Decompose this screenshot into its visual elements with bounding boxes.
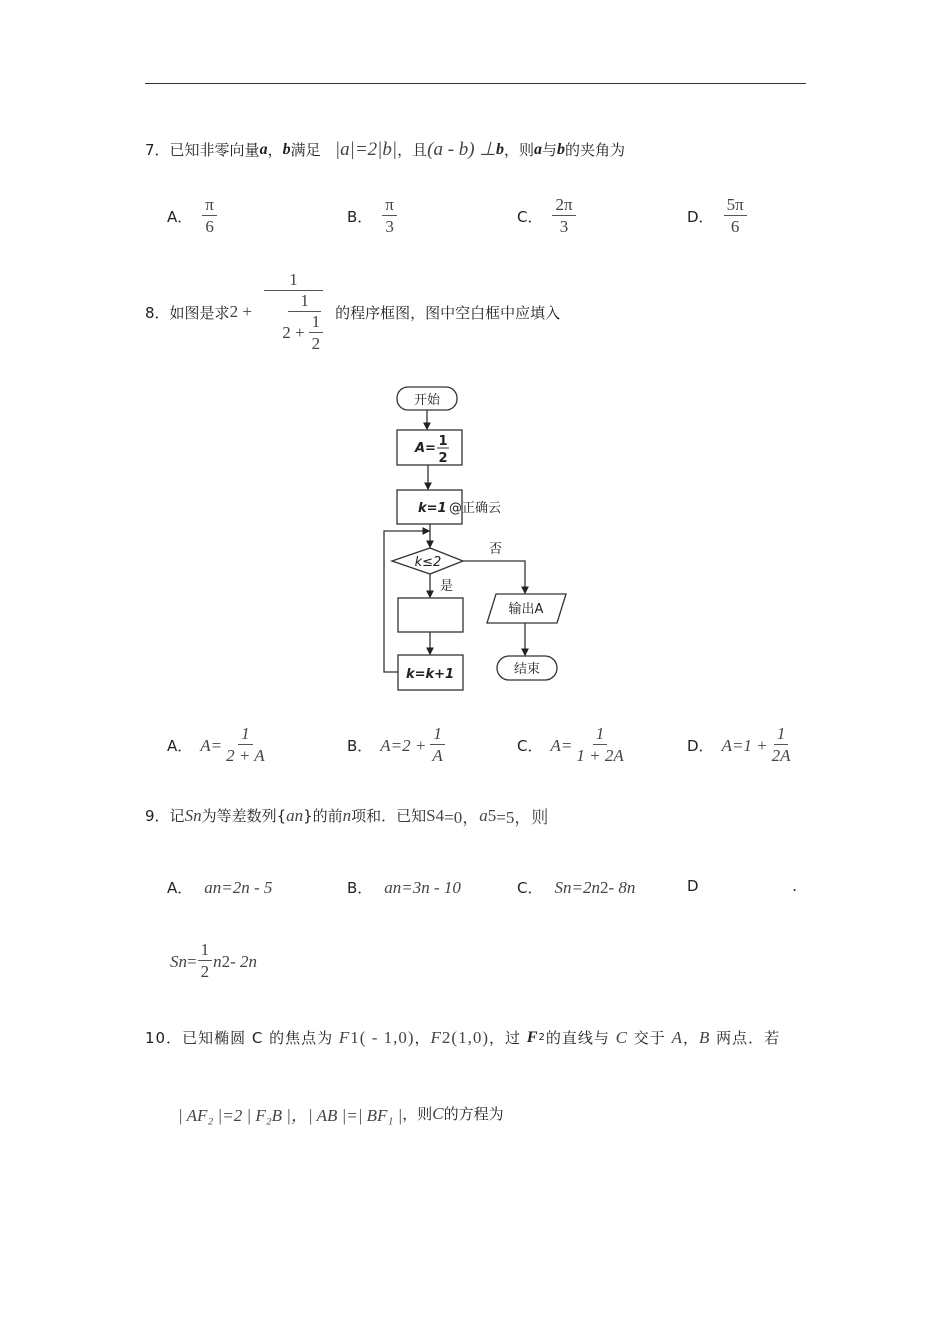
yes-label: 是 xyxy=(440,579,454,594)
option-label: A． xyxy=(167,737,193,755)
text: 已知非零向量 xyxy=(169,141,260,159)
fraction xyxy=(430,724,445,767)
numerator: 1 xyxy=(288,291,321,312)
option-label: C． xyxy=(517,208,543,226)
q-number: 8． xyxy=(145,303,170,322)
fraction xyxy=(772,724,791,767)
start-label: 开始 xyxy=(413,393,441,408)
option-label: D xyxy=(687,877,699,895)
text: . xyxy=(792,877,797,895)
var: a xyxy=(204,877,213,897)
var: F xyxy=(526,1028,539,1046)
subscript: n xyxy=(392,877,402,897)
numerator: π xyxy=(382,195,397,216)
subscript: n xyxy=(294,805,304,825)
text: 如图是求 xyxy=(169,303,230,322)
init-a-label: A= xyxy=(415,441,436,456)
subscript: n xyxy=(178,951,187,971)
fraction xyxy=(226,724,265,767)
math: (1,0) xyxy=(451,1027,489,1047)
math: |a|=2|b| xyxy=(334,138,398,160)
math: - 8n xyxy=(608,877,636,897)
math: =0， xyxy=(444,808,480,827)
numerator: 2π xyxy=(552,195,575,216)
q-number: 10． xyxy=(145,1029,183,1047)
q8-option-a[interactable] xyxy=(167,724,269,767)
text: 记 xyxy=(169,807,185,825)
math: (a - b) ⊥ xyxy=(427,139,496,160)
subscript: n xyxy=(193,805,202,825)
q9-option-a[interactable] xyxy=(167,877,337,898)
numerator: 1 xyxy=(264,270,323,291)
output-label: 输出A xyxy=(508,602,544,617)
var: n xyxy=(342,805,352,825)
text: 两点．若 xyxy=(716,1029,781,1047)
init-a-num: 1 xyxy=(438,434,448,449)
subscript: 1 xyxy=(350,1027,360,1047)
option-label: A． xyxy=(167,879,193,897)
option-label: C． xyxy=(517,879,543,897)
text: ，则 xyxy=(402,1105,433,1123)
option-d-expression xyxy=(170,940,257,983)
denominator: 2 + A xyxy=(226,746,265,765)
text: ， xyxy=(414,1029,431,1047)
question-10-line-2 xyxy=(178,1101,504,1126)
denominator: 2A xyxy=(771,746,791,765)
option-label: D． xyxy=(687,208,714,226)
text: ，且 xyxy=(397,141,428,159)
numerator: 1 xyxy=(593,724,608,745)
init-k-label: k=1 xyxy=(418,501,447,516)
denominator: 3 xyxy=(385,217,394,236)
option-label: A． xyxy=(167,208,193,226)
var: b xyxy=(556,140,565,158)
fraction xyxy=(202,195,217,238)
numerator: 1 xyxy=(774,724,789,745)
subscript: 2 xyxy=(538,1032,546,1043)
var: C xyxy=(615,1027,628,1047)
option-label: D． xyxy=(687,737,714,755)
q9-option-c[interactable] xyxy=(517,877,687,898)
denominator: 6 xyxy=(205,217,214,236)
end-label: 结束 xyxy=(513,662,541,677)
text: 的直线与 xyxy=(545,1029,610,1047)
numerator: 1 xyxy=(238,724,253,745)
q7-option-d[interactable] xyxy=(687,195,751,238)
math: A= xyxy=(550,735,573,755)
var: a xyxy=(384,877,393,897)
blank-box xyxy=(398,598,463,632)
q8-option-d[interactable] xyxy=(687,724,795,767)
math: ( - 1,0) xyxy=(359,1027,415,1047)
q8-option-b[interactable] xyxy=(347,724,449,767)
var: a xyxy=(479,805,488,825)
denominator: 3 xyxy=(559,217,569,236)
math: = xyxy=(187,951,197,971)
fraction xyxy=(552,195,575,238)
var: A xyxy=(671,1027,683,1047)
math: - 2n xyxy=(230,951,258,971)
q-number: 9． xyxy=(145,807,170,825)
text: 的夹角为 xyxy=(564,141,625,159)
var: S xyxy=(426,805,436,825)
numerator: π xyxy=(202,195,217,216)
denominator: A xyxy=(432,746,443,765)
q7-option-a[interactable] xyxy=(167,195,221,238)
var: n xyxy=(213,951,222,971)
watermark: @正确云 xyxy=(449,501,502,516)
fraction xyxy=(576,724,623,767)
numerator: 1 xyxy=(309,312,324,333)
var: C xyxy=(432,1103,444,1123)
var: B xyxy=(698,1027,711,1047)
option-label: B． xyxy=(347,737,373,755)
subscript: 5 xyxy=(487,805,497,825)
var: S xyxy=(554,877,563,897)
math: =3n - 10 xyxy=(401,877,461,897)
var: F xyxy=(430,1027,442,1047)
q-number: 7． xyxy=(145,141,170,159)
var: a xyxy=(259,140,268,158)
fraction xyxy=(382,195,397,238)
var: a xyxy=(533,140,542,158)
fraction xyxy=(724,195,747,238)
math: A=2 + xyxy=(380,735,427,755)
math: A=1 + xyxy=(721,735,768,755)
subscript: 2 xyxy=(441,1027,452,1047)
subscript: n xyxy=(562,877,572,897)
var: b xyxy=(282,140,291,158)
numerator: 1 xyxy=(198,940,213,961)
denominator: 1 + 2A xyxy=(576,746,624,765)
text: 与 xyxy=(541,141,557,159)
math: =2n xyxy=(571,877,600,897)
init-a-den: 2 xyxy=(438,451,448,466)
denominator: 6 xyxy=(730,217,740,236)
subscript: n xyxy=(212,877,222,897)
superscript: 2 xyxy=(221,951,231,971)
math: A= xyxy=(200,735,223,755)
var: S xyxy=(184,805,194,825)
var: a xyxy=(286,805,295,825)
denominator: 2 xyxy=(311,333,321,353)
q7-option-b[interactable] xyxy=(347,195,401,238)
text: ， xyxy=(682,1029,699,1047)
subscript: 4 xyxy=(435,805,445,825)
var: S xyxy=(170,951,179,971)
q9-option-b[interactable] xyxy=(347,877,517,898)
option-label: B． xyxy=(347,879,373,897)
text: 的方程为 xyxy=(443,1105,504,1123)
text: 为等差数列{ xyxy=(201,807,287,825)
text: ，过 xyxy=(489,1029,522,1047)
question-10 xyxy=(145,1027,780,1048)
math: 2 + xyxy=(282,323,305,342)
text: ， xyxy=(267,141,283,159)
text: 的程序框图，图中空白框中应填入 xyxy=(335,303,561,322)
q9-option-d[interactable] xyxy=(687,877,797,895)
numerator: 1 xyxy=(430,724,445,745)
superscript: 2 xyxy=(599,877,609,897)
text: 交于 xyxy=(633,1029,666,1047)
var: F xyxy=(338,1027,351,1047)
math: =2n - 5 xyxy=(221,877,273,897)
q8-option-c[interactable] xyxy=(517,724,628,767)
q7-option-c[interactable] xyxy=(517,195,580,238)
var: b xyxy=(495,140,504,158)
condition-label: k≤2 xyxy=(414,555,442,570)
update-label: k=k+1 xyxy=(405,667,455,682)
text: }的前 xyxy=(303,807,343,825)
math: =5，则 xyxy=(496,808,549,827)
fraction xyxy=(198,940,213,983)
math: | AF₂ |=2 | F₂B |，| AB |=| BF₁ | xyxy=(178,1106,403,1125)
option-label: C． xyxy=(517,737,543,755)
text: 已知椭圆 C 的焦点为 xyxy=(182,1029,334,1047)
math: 2 + xyxy=(229,302,252,321)
option-label: B． xyxy=(347,208,373,226)
denominator: 2 xyxy=(200,962,210,981)
no-label: 否 xyxy=(489,542,503,557)
numerator: 5π xyxy=(724,195,747,216)
text: ，则 xyxy=(503,141,534,159)
question-9 xyxy=(145,803,548,828)
text: 项和．已知 xyxy=(351,807,427,825)
text: 满足 xyxy=(290,141,321,159)
